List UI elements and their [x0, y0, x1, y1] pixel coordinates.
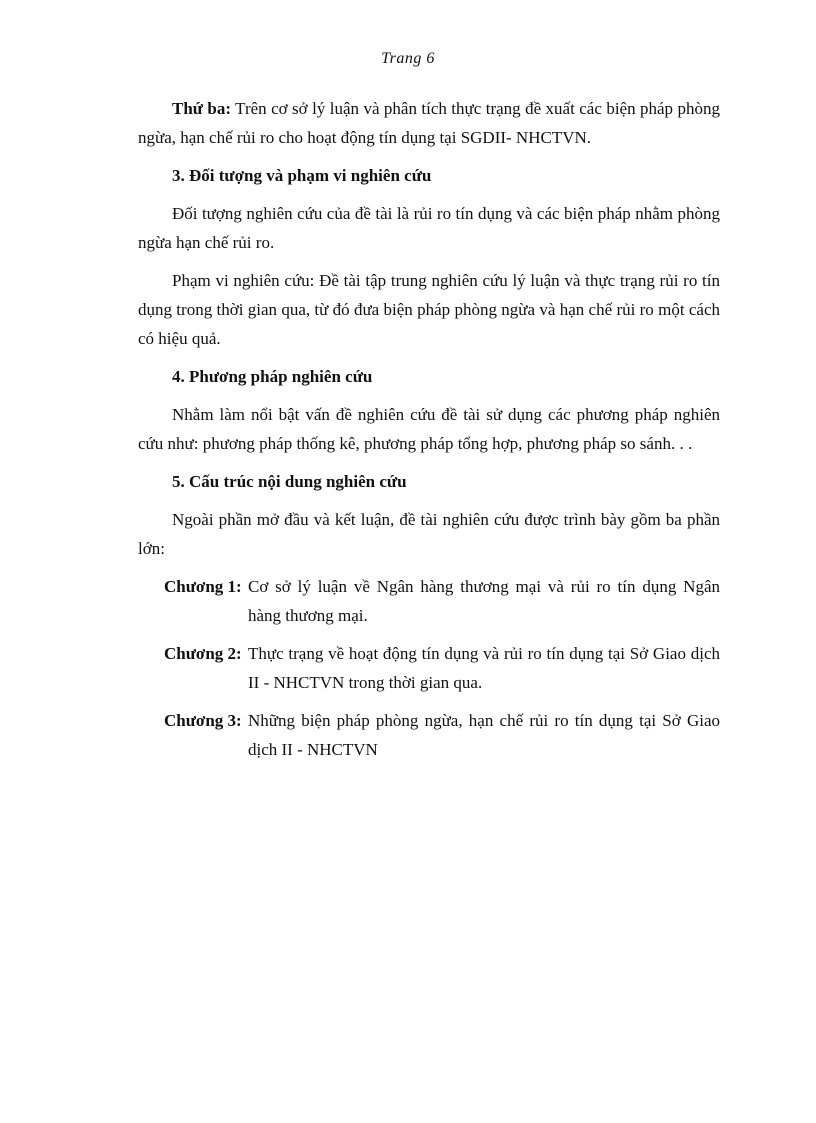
- page-number-header: Trang 6: [381, 50, 435, 67]
- section-3-heading: 3. Đối tượng và phạm vi nghiên cứu: [172, 166, 432, 185]
- section-4-paragraph-1: Nhằm làm nổi bật vấn đề nghiên cứu đề tài sử dụng các phương pháp nghiên cứu như: phương pháp thống kê, phương pháp tổng hợp, phương pháp so sánh. . .: [138, 405, 720, 453]
- chapter-1-entry: [138, 572, 720, 630]
- document-body: [138, 94, 720, 773]
- section-3-paragraph-1: Đối tượng nghiên cứu của đề tài là rủi ro tín dụng và các biện pháp nhằm phòng ngừa hạn chế rủi ro.: [138, 204, 720, 252]
- chapter-3-label: Chương 3:: [164, 711, 242, 730]
- chapter-2-entry: [138, 639, 720, 697]
- chapter-1-text: Cơ sở lý luận về Ngân hàng thương mại và rủi ro tín dụng Ngân hàng thương mại.: [248, 577, 720, 625]
- chapter-2-label: Chương 2:: [164, 644, 242, 663]
- intro-paragraph: [138, 94, 720, 152]
- chapter-3-entry: [138, 706, 720, 764]
- chapter-2-text: Thực trạng về hoạt động tín dụng và rủi ro tín dụng tại Sở Giao dịch II - NHCTVN trong thời gian qua.: [248, 644, 720, 692]
- section-4-heading: 4. Phương pháp nghiên cứu: [172, 367, 373, 386]
- section-5-paragraph-1: Ngoài phần mở đầu và kết luận, đề tài nghiên cứu được trình bày gồm ba phần lớn:: [138, 510, 720, 558]
- intro-lead: Thứ ba:: [172, 99, 232, 118]
- chapter-1-label: Chương 1:: [164, 577, 242, 596]
- intro-text: Trên cơ sở lý luận và phân tích thực trạng đề xuất các biện pháp phòng ngừa, hạn chế rủi ro cho hoạt động tín dụng tại SGDII- NHCTVN.: [138, 99, 720, 147]
- section-3-paragraph-2: Phạm vi nghiên cứu: Đề tài tập trung nghiên cứu lý luận và thực trạng rủi ro tín dụng trong thời gian qua, từ đó đưa biện pháp phòng ngừa và hạn chế rủi ro một cách có hiệu quả.: [138, 271, 720, 348]
- chapter-3-text: Những biện pháp phòng ngừa, hạn chế rủi ro tín dụng tại Sở Giao dịch II - NHCTVN: [248, 711, 720, 759]
- section-5-heading: 5. Cấu trúc nội dung nghiên cứu: [172, 472, 407, 491]
